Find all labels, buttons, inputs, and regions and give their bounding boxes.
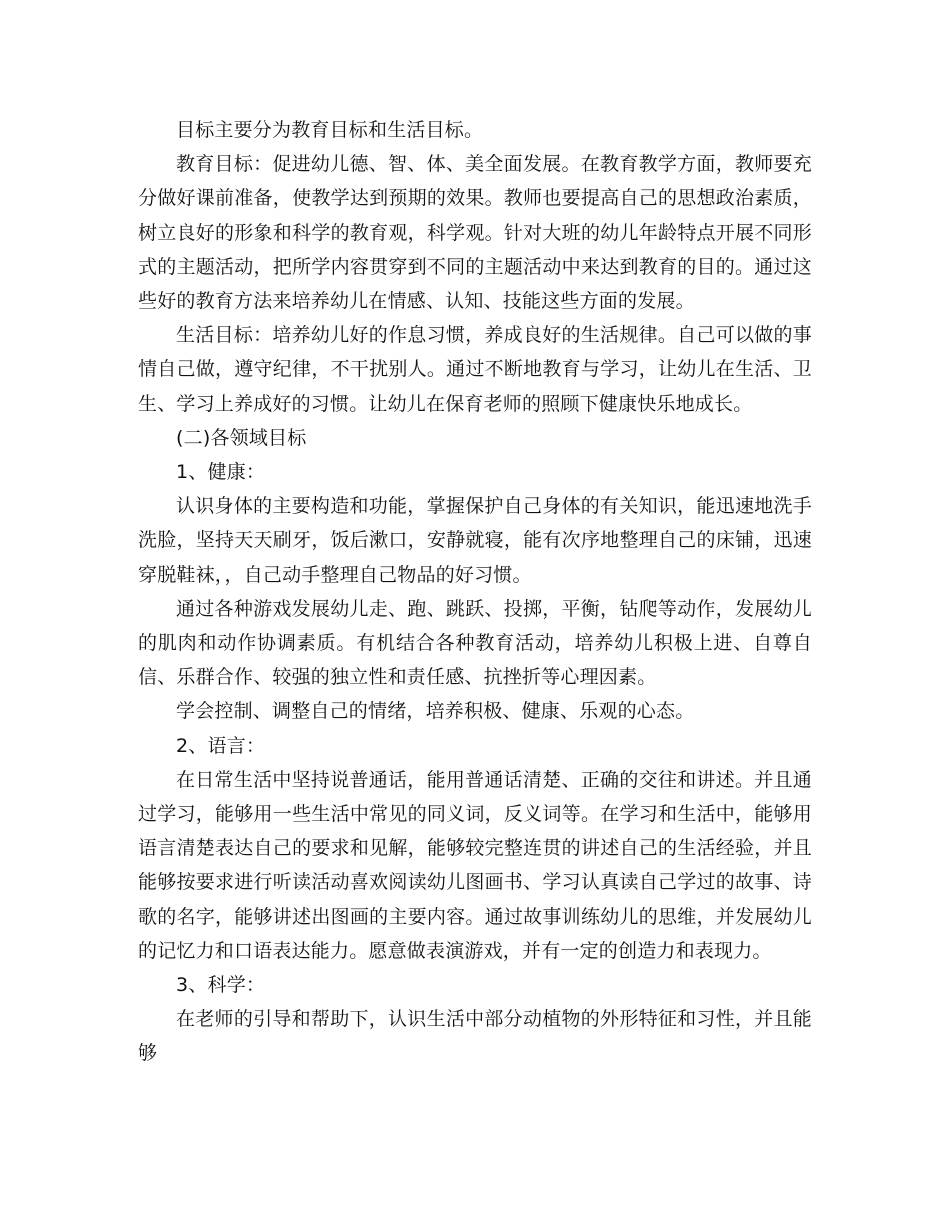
paragraph-science: 在老师的引导和帮助下，认识生活中部分动植物的外形特征和习性，并且能够 — [138, 1008, 812, 1065]
paragraph-health-2: 通过各种游戏发展幼儿走、跑、跳跃、投掷，平衡，钻爬等动作，发展幼儿的肌肉和动作协调素质。有机结合各种教育活动，培养幼儿积极上进、自尊自信、乐群合作、较强的独立性和责任感、抗挫折等心理因素。 — [138, 597, 812, 689]
subheading-language: 2、语言： — [176, 734, 266, 757]
paragraph-health-3: 学会控制、调整自己的情绪，培养积极、健康、乐观的心态。 — [176, 700, 695, 723]
document-body — [138, 113, 812, 1071]
subheading-science: 3、科学： — [176, 974, 266, 997]
paragraph-education-goal: 教育目标：促进幼儿德、智、体、美全面发展。在教育教学方面，教师要充分做好课前准备，使教学达到预期的效果。教师也要提高自己的思想政治素质，树立良好的形象和科学的教育观，科学观。针对大班的幼儿年龄特点开展不同形式的主题活动，把所学内容贯穿到不同的主题活动中来达到教育的目的。通过这些好的教育方法来培养幼儿在情感、认知、技能这些方面的发展。 — [138, 153, 812, 313]
paragraph-goals-intro: 目标主要分为教育目标和生活目标。 — [176, 119, 484, 141]
subheading-health: 1、健康： — [176, 461, 266, 484]
paragraph-language: 在日常生活中坚持说普通话，能用普通话清楚、正确的交往和讲述。并且通过学习，能够用一些生活中常见的同义词，反义词等。在学习和生活中，能够用语言清楚表达自己的要求和见解，能够较完整连贯的讲述自己的生活经验，并且能够按要求进行听读活动喜欢阅读幼儿图画书、学习认真读自己学过的故事、诗歌的名字，能够讲述出图画的主要内容。通过故事训练幼儿的思维，并发展幼儿的记忆力和口语表达能力。愿意做表演游戏，并有一定的创造力和表现力。 — [138, 768, 812, 962]
paragraph-health-1: 认识身体的主要构造和功能，掌握保护自己身体的有关知识，能迅速地洗手洗脸，坚持天天刷牙，饭后漱口，安静就寝，能有次序地整理自己的床铺，迅速穿脱鞋袜，，自己动手整理自己物品的好习惯。 — [138, 495, 812, 586]
paragraph-life-goal: 生活目标：培养幼儿好的作息习惯，养成良好的生活规律。自己可以做的事情自己做，遵守纪律，不干扰别人。通过不断地教育与学习，让幼儿在生活、卫生、学习上养成好的习惯。让幼儿在保育老师的照顾下健康快乐地成长。 — [138, 324, 812, 415]
section-heading-domain-goals: (二)各领域目标 — [176, 426, 307, 449]
